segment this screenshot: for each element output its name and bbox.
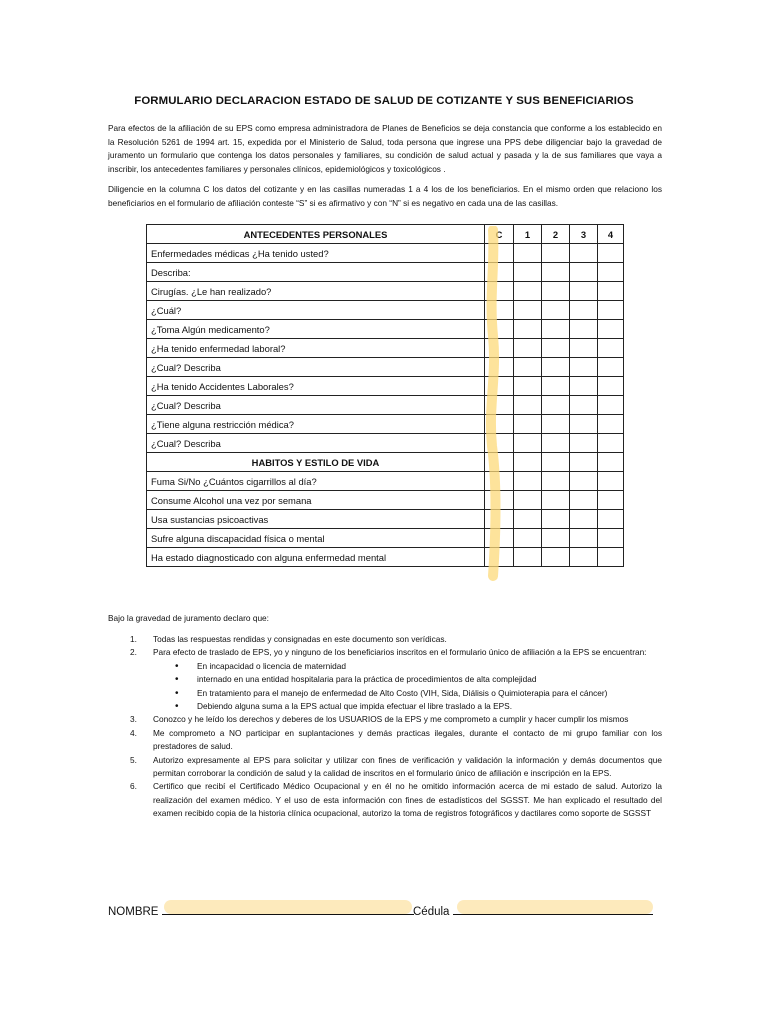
answer-cell-4[interactable] [598,263,624,282]
question-label: Fuma Si/No ¿Cuántos cigarrillos al día? [147,472,485,491]
signature-name [108,904,414,918]
question-label: ¿Ha tenido enfermedad laboral? [147,339,485,358]
question-label: ¿Tiene alguna restricción médica? [147,415,485,434]
subheader-habitos: HABITOS Y ESTILO DE VIDA [147,453,485,472]
answer-cell-2[interactable] [542,529,570,548]
answer-cell-1[interactable] [514,320,542,339]
table-row [147,396,624,415]
answer-cell-2 [542,453,570,472]
answer-cell-c[interactable] [485,491,514,510]
answer-cell-c[interactable] [485,510,514,529]
answer-cell-1 [514,453,542,472]
question-label: Sufre alguna discapacidad física o mental [147,529,485,548]
intro-paragraph: Para efectos de la afiliación de su EPS como empresa administradora de Planes de Beneficios se deja constancia que conforme a los establecido en la Resolución 5261 de 1994 art. 15, expedida por el Ministerio de Salud, toda persona que ingrese una PPS debe diligenciar bajo la gravedad de juramento un formulario que contenga los datos personales y familiares, su condición de salud actual y pasada y la de sus familiares que vaya a inscribir, los antecedentes familiares y personales clínicos, epidemiológicos y toxicológicos . [108,123,662,174]
sub-item: • En incapacidad o licencia de maternidad [153,660,662,673]
answer-cell-2[interactable] [542,472,570,491]
declaration-text: Conozco y he leído los derechos y deberes de los USUARIOS de la EPS y me comprometo a cumplir y hacer cumplir los mismos [153,714,629,725]
answer-cell-c[interactable] [485,396,514,415]
name-redaction [164,900,412,914]
cedula-label: Cédula [413,906,450,918]
answer-cell-4[interactable] [598,548,624,567]
answer-cell-3 [570,453,598,472]
declaration-item [108,646,662,713]
table-row [147,548,624,567]
answer-cell-4[interactable] [598,358,624,377]
table-row [147,244,624,263]
declaration-item [108,727,662,754]
declaration-text: Certifico que recibí el Certificado Médico Ocupacional y en él no he omitido información acerca de mi estado de salud. Autorizo la realización del examen médico. Y el uso de esta información con fines de estadísticos del SGSST. Me han explicado el resultado del examen recibido copia de la historia clínica ocupacional, autorizo la toma de registros fotográficos y dactilares como soporte de SGSST [153,781,662,819]
declaration-item [108,713,662,726]
table-row [147,472,624,491]
column-header-c: C [485,225,514,244]
answer-cell-c[interactable] [485,339,514,358]
table-row [147,282,624,301]
answer-cell-2[interactable] [542,244,570,263]
answer-cell-3[interactable] [570,529,598,548]
declaration-number: 4. [130,727,137,738]
answer-cell-2[interactable] [542,434,570,453]
answer-cell-1[interactable] [514,548,542,567]
table-row [147,434,624,453]
form-title: FORMULARIO DECLARACION ESTADO DE SALUD DE COTIZANTE Y SUS BENEFICIARIOS [134,95,634,107]
signature-cedula [413,904,653,918]
answer-cell-3[interactable] [570,510,598,529]
instructions-paragraph: Diligencie en la columna C los datos del cotizante y en las casillas numeradas 1 a 4 los de los beneficiarios. En el mismo orden que relaciono los beneficiarios en el formulario de afiliación conteste “S” si es afirmativo y con “N” si es negativo en cada una de las casillas. [108,184,662,208]
header-antecedentes: ANTECEDENTES PERSONALES [147,225,485,244]
answer-cell-c[interactable] [485,548,514,567]
answer-cell-1[interactable] [514,339,542,358]
question-label: ¿Cual? Describa [147,358,485,377]
answer-cell-1[interactable] [514,301,542,320]
answer-cell-4[interactable] [598,434,624,453]
declaration-number: 2. [130,647,137,658]
table-row [147,320,624,339]
answer-cell-1[interactable] [514,282,542,301]
answer-cell-4[interactable] [598,244,624,263]
answer-cell-1[interactable] [514,244,542,263]
table-row [147,491,624,510]
answer-cell-1[interactable] [514,358,542,377]
answer-cell-1[interactable] [514,529,542,548]
answer-cell-1[interactable] [514,472,542,491]
answer-cell-c[interactable] [485,377,514,396]
health-questionnaire-table [146,224,624,567]
question-label: ¿Ha tenido Accidentes Laborales? [147,377,485,396]
answer-cell-4[interactable] [598,339,624,358]
answer-cell-3[interactable] [570,282,598,301]
answer-cell-c[interactable] [485,529,514,548]
answer-cell-1[interactable] [514,434,542,453]
column-header-2: 2 [542,225,570,244]
answer-cell-3[interactable] [570,301,598,320]
answer-cell-c[interactable] [485,244,514,263]
answer-cell-2[interactable] [542,415,570,434]
question-label: Ha estado diagnosticado con alguna enfermedad mental [147,548,485,567]
table-row [147,339,624,358]
cedula-redaction [457,900,653,914]
table-subheader-row [147,453,624,472]
answer-cell-3[interactable] [570,244,598,263]
answer-cell-3[interactable] [570,358,598,377]
answer-cell-3[interactable] [570,434,598,453]
answer-cell-c[interactable] [485,358,514,377]
column-header-4: 4 [598,225,624,244]
table-row [147,301,624,320]
declaration-text: Para efecto de traslado de EPS, yo y ninguno de los beneficiarios inscritos en el formulario único de afiliación a la EPS se encuentran: [153,647,647,658]
answer-cell-c[interactable] [485,472,514,491]
declaration-text: Me comprometo a NO participar en suplantaciones y demás practicas ilegales, durante el contacto de mi grupo familiar con los prestadores de salud. [153,727,662,752]
question-label: ¿Cual? Describa [147,434,485,453]
declaration-item [108,754,662,781]
question-label: ¿Toma Algún medicamento? [147,320,485,339]
declaration-item [108,780,662,820]
column-header-1: 1 [514,225,542,244]
answer-cell-c[interactable] [485,282,514,301]
answer-cell-c[interactable] [485,434,514,453]
answer-cell-1[interactable] [514,377,542,396]
question-label: Enfermedades médicas ¿Ha tenido usted? [147,244,485,263]
answer-cell-2[interactable] [542,282,570,301]
table-row [147,415,624,434]
answer-cell-2[interactable] [542,396,570,415]
answer-cell-3[interactable] [570,396,598,415]
answer-cell-c[interactable] [485,301,514,320]
answer-cell-4[interactable] [598,396,624,415]
table-row [147,377,624,396]
declarations-list [108,633,662,821]
answer-cell-c[interactable] [485,263,514,282]
answer-cell-3[interactable] [570,339,598,358]
declaration-intro: Bajo la gravedad de juramento declaro que: [108,613,269,623]
answer-cell-2[interactable] [542,339,570,358]
answer-cell-1[interactable] [514,263,542,282]
answer-cell-2[interactable] [542,377,570,396]
answer-cell-2[interactable] [542,358,570,377]
declaration-number: 5. [130,754,137,765]
answer-cell-1[interactable] [514,491,542,510]
table-header-row [147,225,624,244]
answer-cell-3[interactable] [570,415,598,434]
answer-cell-c[interactable] [485,320,514,339]
answer-cell-2[interactable] [542,301,570,320]
question-label: Usa sustancias psicoactivas [147,510,485,529]
declaration-number: 3. [130,714,137,725]
answer-cell-1[interactable] [514,415,542,434]
answer-cell-4[interactable] [598,529,624,548]
answer-cell-3[interactable] [570,377,598,396]
answer-cell-4[interactable] [598,510,624,529]
answer-cell-2[interactable] [542,320,570,339]
answer-cell-c[interactable] [485,415,514,434]
sub-item: • En tratamiento para el manejo de enfermedad de Alto Costo (VIH, Sida, Diálisis o Quimioterapia para el cáncer) [153,687,662,700]
question-label: Describa: [147,263,485,282]
answer-cell-3[interactable] [570,491,598,510]
question-label: ¿Cual? Describa [147,396,485,415]
answer-cell-2[interactable] [542,491,570,510]
name-label: NOMBRE [108,906,159,918]
question-label: ¿Cuál? [147,301,485,320]
column-header-3: 3 [570,225,598,244]
name-field[interactable] [162,904,414,915]
answer-cell-4[interactable] [598,282,624,301]
declaration-number: 1. [130,634,137,644]
table-row [147,358,624,377]
answer-cell-3[interactable] [570,263,598,282]
sub-item: • internado en una entidad hospitalaria para la práctica de procedimientos de alta complejidad [153,673,662,686]
sub-items-list [153,660,662,714]
declaration-text: Todas las respuestas rendidas y consignadas en este documento son verídicas. [153,634,447,644]
declaration-item [108,633,662,646]
answer-cell-3[interactable] [570,320,598,339]
answer-cell-4 [598,453,624,472]
answer-cell-4[interactable] [598,301,624,320]
answer-cell-2[interactable] [542,548,570,567]
answer-cell-4[interactable] [598,415,624,434]
table-row [147,529,624,548]
answer-cell-4[interactable] [598,320,624,339]
answer-cell-c [485,453,514,472]
answer-cell-2[interactable] [542,263,570,282]
cedula-field[interactable] [453,904,653,915]
declaration-text: Autorizo expresamente al EPS para solicitar y utilizar con fines de verificación y validación la información y demás documentos que permitan corroborar la condición de salud y la calidad de inscritos en el formulario único de afiliación e inscripción en la EPS. [153,754,662,779]
sub-item: • Debiendo alguna suma a la EPS actual que impida efectuar el libre traslado a la EPS. [153,700,662,713]
answer-cell-1[interactable] [514,510,542,529]
answer-cell-1[interactable] [514,396,542,415]
table-row [147,510,624,529]
answer-cell-3[interactable] [570,548,598,567]
declaration-number: 6. [130,781,137,792]
answer-cell-3[interactable] [570,472,598,491]
question-label: Consume Alcohol una vez por semana [147,491,485,510]
answer-cell-4[interactable] [598,472,624,491]
answer-cell-4[interactable] [598,377,624,396]
question-label: Cirugías. ¿Le han realizado? [147,282,485,301]
answer-cell-2[interactable] [542,510,570,529]
table-row [147,263,624,282]
answer-cell-4[interactable] [598,491,624,510]
